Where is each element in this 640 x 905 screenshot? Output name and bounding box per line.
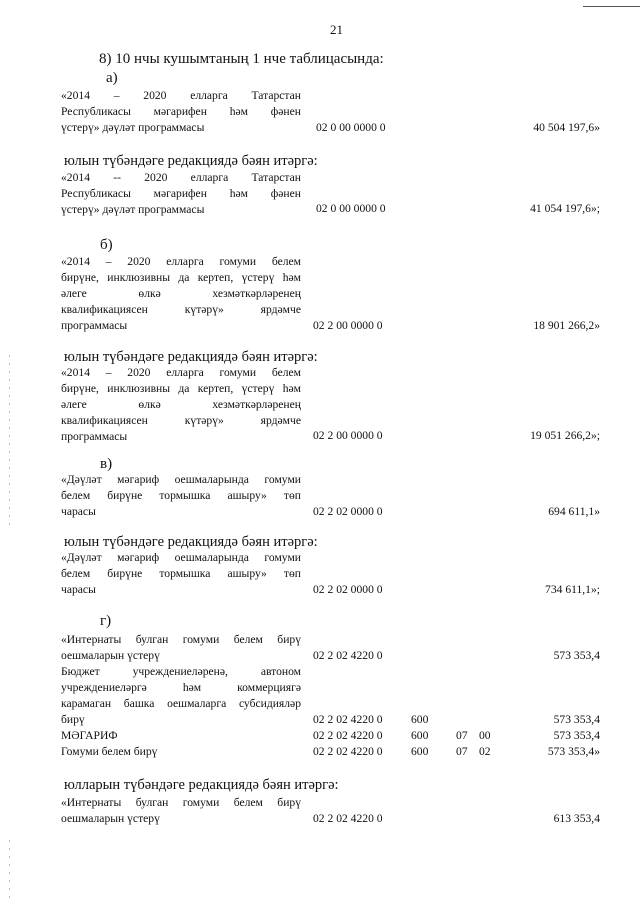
main-event-description-new	[61, 550, 301, 598]
desc-line: программасы	[61, 430, 128, 443]
desc-line: бирүне, инклюзивны да кертеп, үстерү һәм	[61, 382, 301, 395]
desc-line: «Интернаты булган гомуми белем бирү	[61, 796, 301, 809]
desc-line: карамаган башка оешмаларга субсидияләр	[61, 697, 301, 710]
desc-line: үстерү» дәүләт программасы	[61, 121, 205, 134]
general-education-value: 573 353,4»	[547, 745, 600, 758]
desc-line: «2014 – 2020 елларга гомуми белем	[61, 255, 301, 268]
desc-line: учреждениеләргә һәм коммерциягә	[61, 681, 301, 694]
subprogram-description-new	[61, 365, 301, 445]
budget-vr: 600	[411, 713, 429, 726]
general-education-vr: 600	[411, 745, 429, 758]
desc-line: «Дәүләт мәгариф оешмаларында гомуми	[61, 551, 301, 564]
subprogram-code: 02 2 00 0000 0	[313, 429, 383, 442]
desc-line: «Дәүләт мәгариф оешмаларында гомуми	[61, 473, 301, 486]
subprogram-description-old	[61, 254, 301, 334]
general-education-pr: 02	[479, 745, 491, 758]
desc-line: бирүне, инклюзивны да кертеп, үстерү һәм	[61, 271, 301, 284]
general-education-label: Гомуми белем бирү	[61, 745, 158, 758]
education-code: 02 2 02 4220 0	[313, 729, 383, 742]
replace-phrase: юлын түбәндәге редакциядә бәян итәргә:	[64, 534, 318, 550]
desc-line: «2014 – 2020 елларга гомуми белем	[61, 366, 301, 379]
item-letter-v: в)	[100, 456, 113, 472]
desc-line: әлеге өлкә хезмәткәрләренең	[61, 287, 301, 300]
education-rz: 07	[456, 729, 468, 742]
item-letter-a: а)	[106, 70, 118, 86]
desc-line: Бюджет учреждениеләренә, автоном	[61, 665, 301, 678]
desc-line: белем бирүне тормышка ашыру» төп	[61, 567, 301, 580]
desc-line: «2014 -- 2020 елларга Татарстан	[61, 171, 301, 184]
main-event-code: 02 2 02 0000 0	[313, 505, 383, 518]
education-vr: 600	[411, 729, 429, 742]
desc-line: квалификациясен күтәрү» ярдәмче	[61, 414, 301, 427]
main-event-description-old	[61, 472, 301, 520]
program-description-new	[61, 170, 301, 218]
subprogram-new-value: 19 051 266,2»;	[530, 429, 600, 442]
desc-line: Республикасы мәгарифен һәм фәнен	[61, 187, 301, 200]
page-number: 21	[330, 22, 343, 37]
boarding-value: 573 353,4	[553, 649, 600, 662]
general-education-code: 02 2 02 4220 0	[313, 745, 383, 758]
desc-line: үстерү» дәүләт программасы	[61, 203, 205, 216]
program-new-value: 41 054 197,6»;	[530, 202, 600, 215]
desc-line: чарасы	[61, 583, 96, 596]
replace-phrase-plural: юлларын түбәндәге редакциядә бәян итәргә:	[64, 777, 339, 793]
program-code: 02 0 00 0000 0	[316, 202, 386, 215]
boarding-title-old	[61, 632, 301, 664]
desc-line: «Интернаты булган гомуми белем бирү	[61, 633, 301, 646]
boarding-new-code: 02 2 02 4220 0	[313, 812, 383, 825]
budget-value: 573 353,4	[553, 713, 600, 726]
budget-code: 02 2 02 4220 0	[313, 713, 383, 726]
desc-line: Республикасы мәгарифен һәм фәнен	[61, 105, 301, 118]
replace-phrase: юлын түбәндәге редакциядә бәян итәргә:	[64, 153, 318, 169]
desc-line: «2014 – 2020 елларга Татарстан	[61, 89, 301, 102]
scan-margin-marks	[9, 355, 10, 525]
budget-subsidy-description	[61, 664, 301, 728]
desc-line: әлеге өлкә хезмәткәрләренең	[61, 398, 301, 411]
section-heading: 8) 10 нчы кушымтаның 1 нче таблицасында:	[99, 51, 384, 67]
general-education-rz: 07	[456, 745, 468, 758]
program-old-value: 40 504 197,6»	[533, 121, 600, 134]
subprogram-old-value: 18 901 266,2»	[533, 319, 600, 332]
desc-line: бирү	[61, 713, 85, 726]
boarding-new-value: 613 353,4	[553, 812, 600, 825]
item-letter-g: г)	[100, 613, 112, 629]
page-edge-line	[583, 6, 640, 7]
desc-line: чарасы	[61, 505, 96, 518]
main-event-new-value: 734 611,1»;	[545, 583, 600, 596]
scan-margin-marks-lower	[9, 840, 10, 900]
desc-line: квалификациясен күтәрү» ярдәмче	[61, 303, 301, 316]
desc-line: оешмаларын үстерү	[61, 812, 160, 825]
main-event-old-value: 694 611,1»	[548, 505, 600, 518]
desc-line: оешмаларын үстерү	[61, 649, 160, 662]
desc-line: белем бирүне тормышка ашыру» төп	[61, 489, 301, 502]
subprogram-code: 02 2 00 0000 0	[313, 319, 383, 332]
education-label: МӘГАРИФ	[61, 729, 118, 742]
main-event-code: 02 2 02 0000 0	[313, 583, 383, 596]
education-pr: 00	[479, 729, 491, 742]
replace-phrase: юлын түбәндәге редакциядә бәян итәргә:	[64, 349, 318, 365]
program-code: 02 0 00 0000 0	[316, 121, 386, 134]
boarding-title-new	[61, 795, 301, 827]
desc-line: программасы	[61, 319, 128, 332]
education-value: 573 353,4	[553, 729, 600, 742]
boarding-code: 02 2 02 4220 0	[313, 649, 383, 662]
item-letter-b: б)	[100, 237, 113, 253]
program-description-old	[61, 88, 301, 136]
